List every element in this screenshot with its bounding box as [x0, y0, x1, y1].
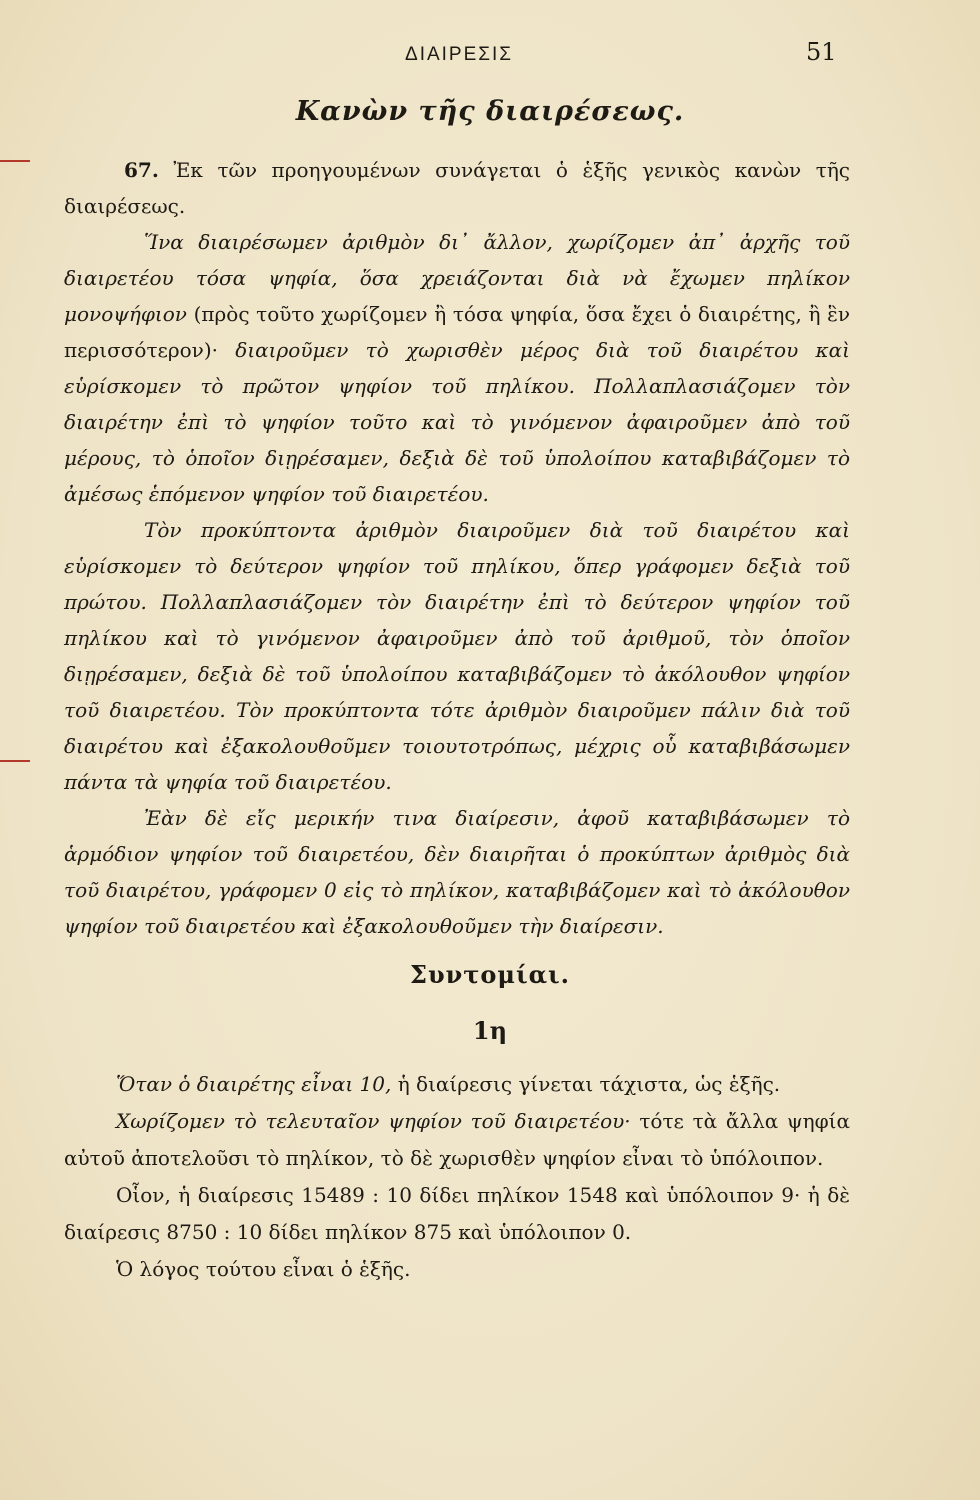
- example-line-1-italic: Ὅταν ὁ διαιρέτης εἶναι 10,: [116, 1072, 392, 1096]
- paragraph-third: Ἐὰν δὲ εἴς μερικήν τινα διαίρεσιν, ἀφοῦ καταβιβάσωμεν τὸ ἁρμόδιον ψηφίον τοῦ διαιρετέου, δὲν διαιρῆται ὁ προκύπτων ἀριθμὸς διὰ τοῦ διαιρέτου, γράφομεν 0 εἰς τὸ πηλίκον, καταβιβάζομεν καὶ τὸ ἀκόλουθον ψηφίον τοῦ διαιρετέου καὶ ἐξακολουθοῦμεν τὴν διαίρεσιν.: [64, 806, 850, 938]
- example-line-2: [64, 1103, 850, 1177]
- rule-text-a: Ἵνα διαιρέσωμεν ἀριθμὸν δι᾽ ἄλλον, χωρίζομεν ἀπ᾽ ἀρχῆς τοῦ διαιρετέου τόσα ψηφία, ὅσα χρειάζονται διὰ νὰ ἔχωμεν πηλίκον μονοψήφιον: [64, 230, 850, 326]
- example-body: [64, 1066, 850, 1288]
- paragraph-rule: [64, 224, 850, 512]
- page-number: 51: [806, 38, 837, 66]
- margin-mark: [0, 760, 30, 762]
- example-line-2-italic: Χωρίζομεν τὸ τελευταῖον ψηφίον τοῦ διαιρετέου·: [116, 1109, 631, 1133]
- example-line-4: Ὁ λόγος τούτου εἶναι ὁ ἑξῆς.: [116, 1257, 411, 1281]
- intro-text: Ἐκ τῶν προηγουμένων συνάγεται ὁ ἑξῆς γενικὸς κανὼν τῆς διαιρέσεως.: [64, 158, 851, 218]
- running-title: ΔΙΑΙΡΕΣΙΣ: [405, 44, 514, 65]
- example-number: 1η: [472, 1016, 508, 1045]
- paragraph-number: 67.: [124, 158, 159, 182]
- example-line-1-rest: ἡ διαίρεσις γίνεται τάχιστα, ὡς ἑξῆς.: [397, 1072, 781, 1096]
- paragraph-intro: [64, 152, 850, 224]
- rule-text-c: διαιροῦμεν τὸ χωρισθὲν μέρος διὰ τοῦ διαιρέτου καὶ εὑρίσκομεν τὸ πρῶτον ψηφίον τοῦ πηλίκου. Πολλαπλασιάζομεν τὸν διαιρέτην ἐπὶ τὸ ψηφίον τοῦτο καὶ τὸ γινόμενον ἀφαιροῦμεν ἀπὸ τοῦ μέρους, τὸ ὁποῖον διῃρέσαμεν, δεξιὰ δὲ τοῦ ὑπολοίπου καταβιβάζομεν τὸ ἀμέσως ἑπόμενον ψηφίον τοῦ διαιρετέου.: [64, 338, 850, 506]
- example-line-2-rest: τότε τὰ ἄλλα ψηφία αὐτοῦ ἀποτελοῦσι τὸ πηλίκον, τὸ δὲ χωρισθὲν ψηφίον εἶναι τὸ ὑπόλοιπον.: [64, 1109, 850, 1170]
- shortcuts-heading: Συντομίαι.: [409, 960, 571, 989]
- example-line-3: Οἷον, ἡ διαίρεσις 15489 : 10 δίδει πηλίκον 1548 καὶ ὑπόλοιπον 9· ἡ δὲ διαίρεσις 8750 : 10 δίδει πηλίκον 875 καὶ ὑπόλοιπον 0.: [64, 1183, 850, 1244]
- rule-text-b: (πρὸς τοῦτο χωρίζομεν ἢ τόσα ψηφία, ὅσα ἔχει ὁ διαιρέτης, ἢ ἓν περισσότερον)·: [64, 302, 851, 362]
- example-line-1: [64, 1066, 850, 1103]
- margin-mark: [0, 160, 30, 162]
- rule-body: [64, 152, 850, 944]
- section-heading: Κανὼν τῆς διαιρέσεως.: [295, 96, 685, 127]
- paragraph-second: Τὸν προκύπτοντα ἀριθμὸν διαιροῦμεν διὰ τοῦ διαιρέτου καὶ εὑρίσκομεν τὸ δεύτερον ψηφίον τοῦ πηλίκου, ὅπερ γράφομεν δεξιὰ τοῦ πρώτου. Πολλαπλασιάζομεν τὸν διαιρέτην ἐπὶ τὸ δεύτερον ψηφίον τοῦ πηλίκου καὶ τὸ γινόμενον ἀφαιροῦμεν ἀπὸ τοῦ ἀριθμοῦ, τὸν ὁποῖον διῃρέσαμεν, δεξιὰ δὲ τοῦ ὑπολοίπου καταβιβάζομεν τὸ ἀκόλουθον ψηφίον τοῦ διαιρετέου. Τὸν προκύπτοντα τότε ἀριθμὸν διαιροῦμεν πάλιν διὰ τοῦ διαιρέτου καὶ ἐξακολουθοῦμεν τοιουτοτρόπως, μέχρις οὗ καταβιβάσωμεν πάντα τὰ ψηφία τοῦ διαιρετέου.: [64, 518, 850, 794]
